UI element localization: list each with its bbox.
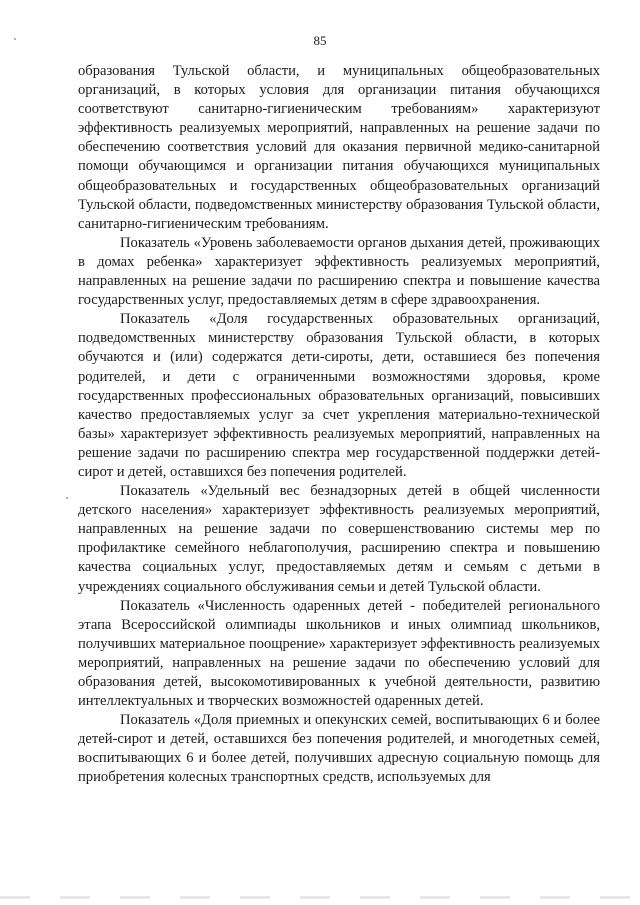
paragraph-2: Показатель «Уровень заболеваемости органов дыхания детей, проживающих в домах ребенка» характеризует эффективность реализуемых мероприятий, направленных на решение задачи по расширению спектра и повышение качества государственных услуг, предоставляемых детям в сфере здравоохранения. — [78, 234, 600, 309]
document-body — [78, 62, 600, 788]
scan-speck — [66, 497, 68, 499]
paragraph-4: Показатель «Удельный вес безнадзорных детей в общей численности детского населения» характеризует эффективность реализуемых мероприятий, направленных на решение задачи по совершенствованию системы мер по профилактике семейного неблагополучия, расширению спектра и повышению качества социальных услуг, предоставляемых детям и семьям с детьми в учреждениях социального обслуживания семьи и детей Тульской области. — [78, 483, 600, 595]
paragraph-1: образования Тульской области, и муниципальных общеобразовательных организаций, в которых условия для организации питания обучающихся соответствуют санитарно-гигиеническим требованиям» характеризуют эффективность реализуемых мероприятий, направленных на решение задачи по обеспечению соответствия условий для оказания первичной медико-санитарной помощи обучающимся и организации питания обучающихся муниципальных общеобразовательных и государственных общеобразовательных организаций Тульской области, подведомственных министерству образования Тульской области, санитарно-гигиеническим требованиям. — [78, 63, 600, 232]
paragraph-6: Показатель «Доля приемных и опекунских семей, воспитывающих 6 и более детей-сирот и детей, оставшихся без попечения родителей, и многодетных семей, воспитывающих 6 и более детей, получивших адресную социальную помощь для приобретения колесных транспортных средств, используемых для — [78, 712, 600, 786]
paragraph-3: Показатель «Доля государственных образовательных организаций, подведомственных министерству образования Тульской области, в которых обучаются и (или) содержатся дети-сироты, дети, оставшиеся без попечения родителей, и дети с ограниченными возможностями здоровья, кроме государственных профессиональных образовательных организаций, повысивших качество предоставляемых услуг за счет укрепления материально-технической базы» характеризует эффективность реализуемых мероприятий, направленных на решение задачи по расширению спектра мер государственной поддержки детей-сирот и детей, оставшихся без попечения родителей. — [78, 311, 600, 480]
scan-speck — [14, 38, 16, 40]
scan-edge-artifact — [0, 896, 640, 899]
page-number: 85 — [313, 33, 327, 48]
paragraph-5: Показатель «Численность одаренных детей - победителей регионального этапа Всероссийской олимпиады школьников и иных олимпиад школьников, получивших материальное поощрение» характеризует эффективность реализуемых мероприятий, направленных на решение задачи по обеспечению условий для образования детей, высокомотивированных к учебной деятельности, развитию интеллектуальных и творческих возможностей одаренных детей. — [78, 597, 600, 710]
